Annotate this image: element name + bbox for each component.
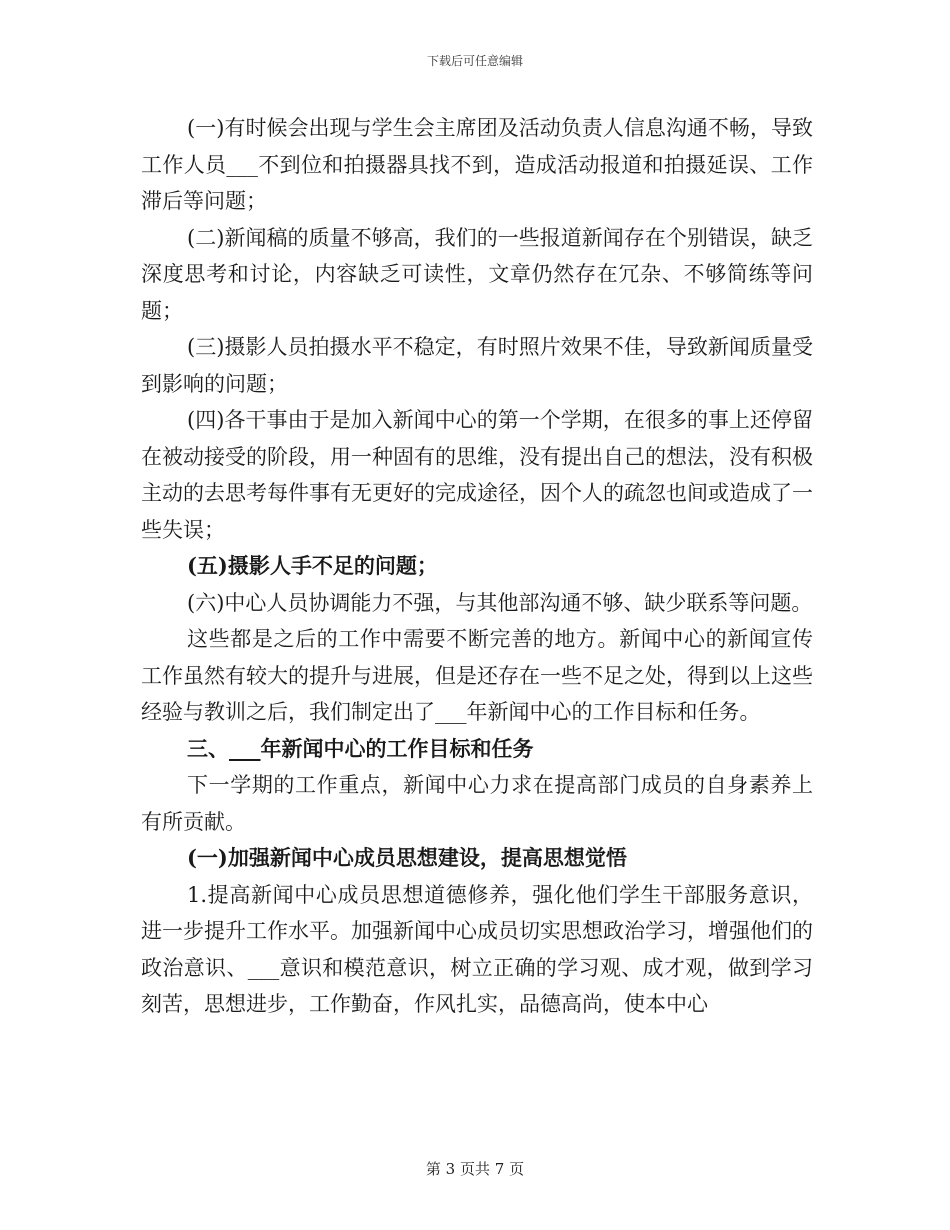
page-header: 下载后可任意编辑 — [426, 54, 523, 68]
paragraph-summary: 这些都是之后的工作中需要不断完善的地方。新闻中心的新闻宣传工作虽然有较大的提升与进展，但是还存在一些不足之处，得到以上这些经验与教训之后，我们制定出了___年新闻中心的工作目标和任务。 — [141, 627, 813, 724]
subsection-heading-1: (一)加强新闻中心成员思想建设，提高思想觉悟 — [187, 845, 627, 870]
section-heading-3: 三、___年新闻中心的工作目标和任务 — [187, 735, 534, 761]
document-body — [141, 110, 813, 1023]
paragraph-issue-3: (三)摄影人员拍摄水平不稳定，有时照片效果不佳，导致新闻质量受到影响的问题； — [141, 335, 813, 396]
paragraph-section-intro: 下一学期的工作重点，新闻中心力求在提高部门成员的自身素养上有所贡献。 — [141, 773, 813, 834]
paragraph-issue-2: (二)新闻稿的质量不够高，我们的一些报道新闻存在个别错误，缺乏深度思考和讨论，内容缺乏可读性，文章仍然存在冗杂、不够简练等问题； — [141, 225, 813, 323]
page-footer: 第 3 页共 7 页 — [425, 1160, 525, 1178]
paragraph-issue-1: (一)有时候会出现与学生会主席团及活动负责人信息沟通不畅，导致工作人员___不到位和拍摄器具找不到，造成活动报道和拍摄延误、工作滞后等问题； — [141, 116, 813, 213]
paragraph-issue-4: (四)各干事由于是加入新闻中心的第一个学期，在很多的事上还停留在被动接受的阶段，用一种固有的思维，没有提出自己的想法，没有积极主动的去思考每件事有无更好的完成途径，因个人的疏忽也间或造成了一些失误； — [141, 408, 813, 542]
paragraph-item-1: 1.提高新闻中心成员思想道德修养，强化他们学生干部服务意识，进一步提升工作水平。加强新闻中心成员切实思想政治学习，增强他们的政治意识、___意识和模范意识，树立正确的学习观、成才观，做到学习刻苦，思想进步，工作勤奋，作风扎实，品德高尚，使本中心 — [141, 882, 813, 1016]
paragraph-issue-5: (五)摄影人手不足的问题； — [187, 553, 438, 578]
paragraph-issue-6: (六)中心人员协调能力不强，与其他部沟通不够、缺少联系等问题。 — [187, 590, 813, 615]
